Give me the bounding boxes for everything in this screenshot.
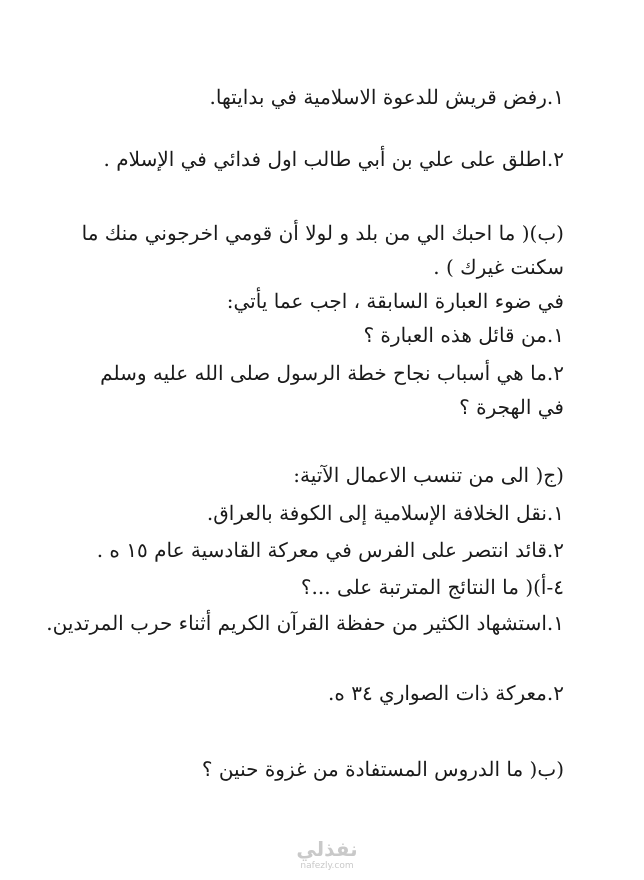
text-line-first-fedayee: ٢.اطلق على علي بن أبي طالب اول فدائي في الإسلام . [103,147,564,171]
text-line-q-speaker: ١.من قائل هذه العبارة ؟ [363,323,564,347]
watermark-latin: nafezly.com [300,861,354,871]
text-line-quote-b: (ب)( ما احبك الي من بلد و لولا أن قومي اخرجوني منك ما سكنت غيرك ) . [81,221,564,279]
text-line-q4a: ٤-أ)( ما النتائج المترتبة على ...؟ [300,575,564,599]
text-line-qadisiyah: ٢.قائد انتصر على الفرس في معركة القادسية عام ١٥ ه . [96,538,564,562]
text-line-instruction: في ضوء العبارة السابقة ، اجب عما يأتي: [226,289,564,313]
text-line-q-hijra-success: ٢.ما هي أسباب نجاح خطة الرسول صلى الله عليه وسلم في الهجرة ؟ [100,361,564,419]
site-watermark [272,838,382,872]
text-line-kufa: ١.نقل الخلافة الإسلامية إلى الكوفة بالعراق. [206,501,564,525]
text-line-dhat-al-sawari: ٢.معركة ذات الصواري ٣٤ ه. [328,681,564,705]
watermark-arabic: نفذلي [296,837,358,861]
text-line-quran-memorizers: ١.استشهاد الكثير من حفظة القرآن الكريم أثناء حرب المرتدين. [46,611,564,635]
text-line-section-c: (ج( الى من تنسب الاعمال الآتية: [293,463,564,487]
text-line-quraysh-rejection: ١.رفض قريش للدعوة الاسلامية في بدايتها. [209,85,564,109]
text-line-hunayn-lessons: (ب( ما الدروس المستفادة من غزوة حنين ؟ [201,757,564,781]
